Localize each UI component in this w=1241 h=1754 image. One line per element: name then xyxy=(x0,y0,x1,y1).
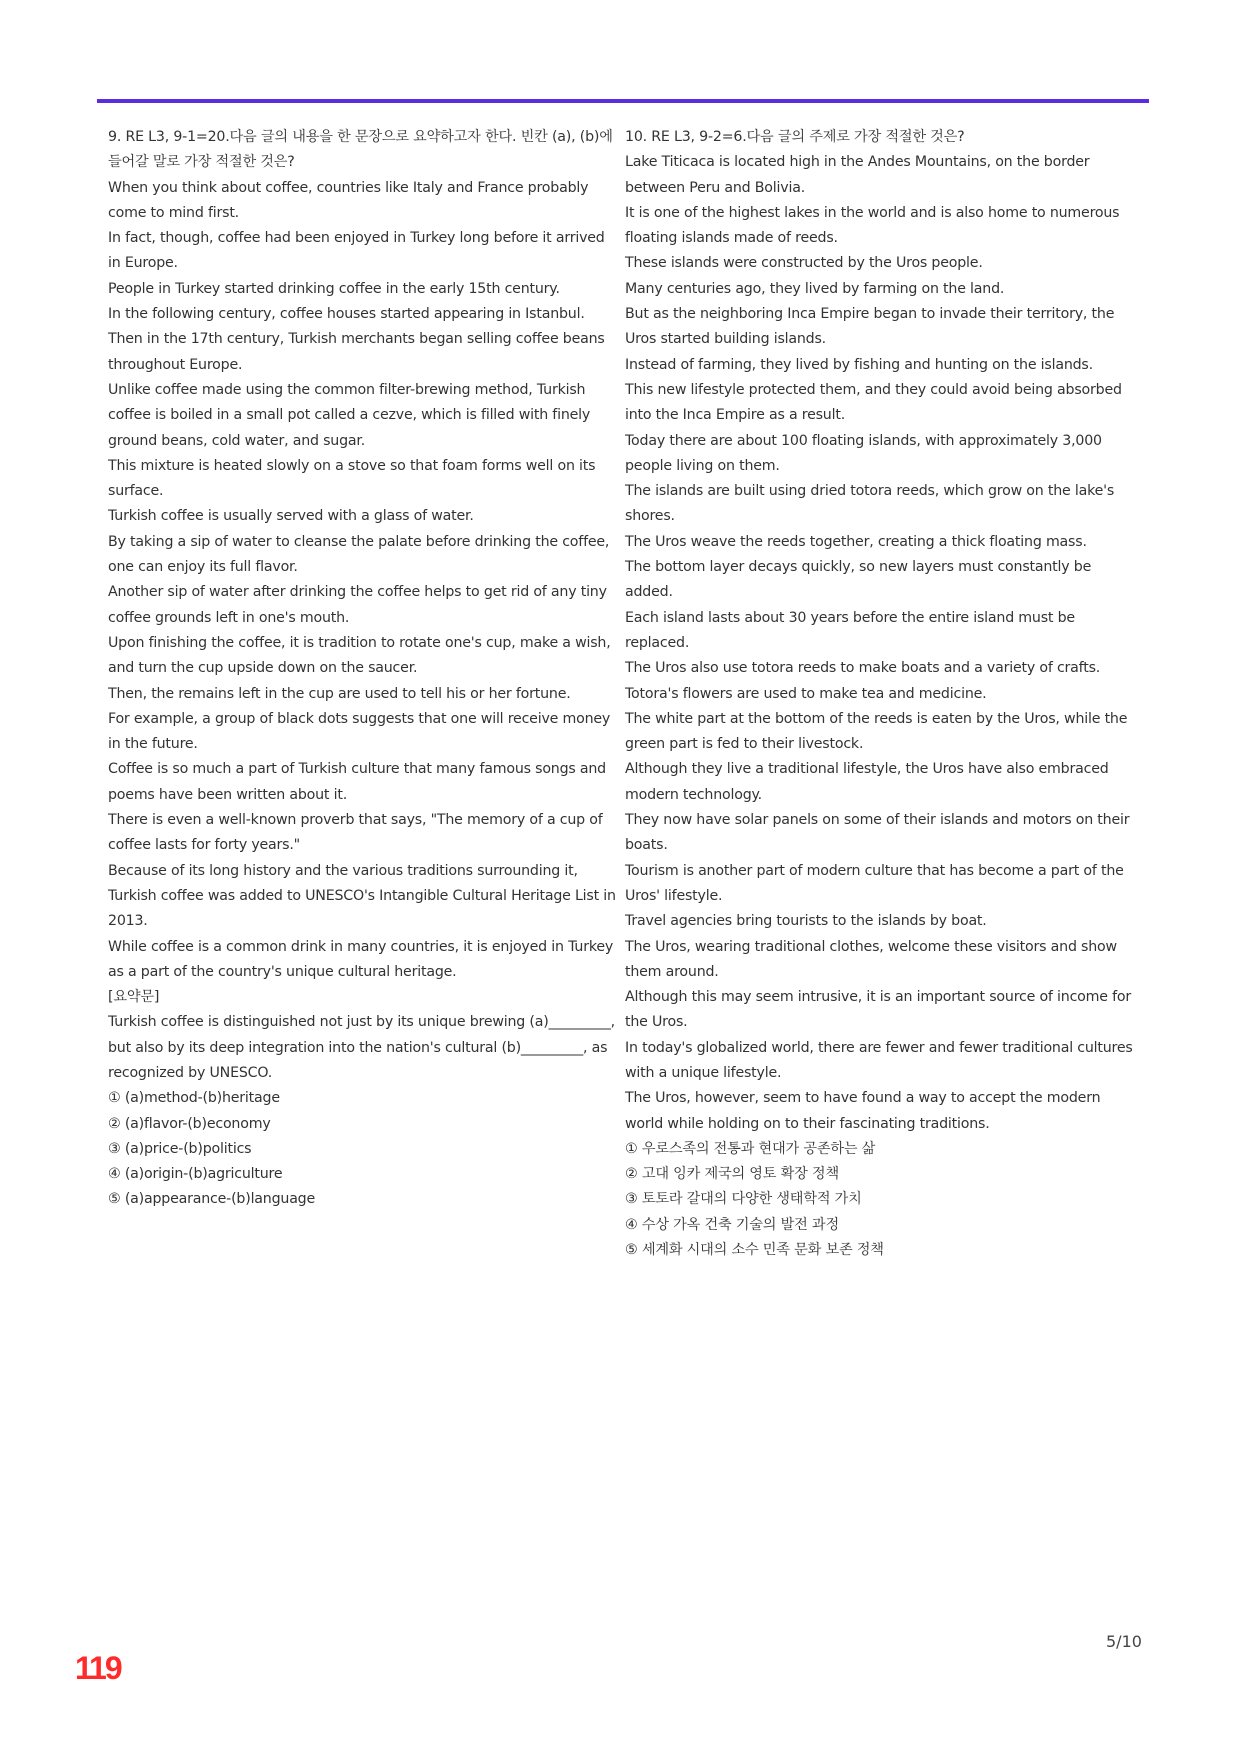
answer-choice: ③ (a)price-(b)politics xyxy=(108,1140,252,1157)
summary-heading: [요약문] xyxy=(108,989,160,1006)
passage-line: Then in the 17th century, Turkish merchants began selling coffee beans throughout Europe. xyxy=(108,331,605,373)
passage-line: For example, a group of black dots suggests that one will receive money in the future. xyxy=(108,710,611,753)
passage-line: Totora's flowers are used to make tea and medicine. xyxy=(625,685,987,702)
passage-line: Tourism is another part of modern culture that has become a part of the Uros' lifestyle. xyxy=(625,862,1124,904)
answer-choice: ⑤ 세계화 시대의 소수 민족 문화 보존 정책 xyxy=(625,1242,884,1259)
passage-line: By taking a sip of water to cleanse the palate before drinking the coffee, one can enjoy its full flavor. xyxy=(108,533,610,576)
page-number: 5/10 xyxy=(1106,1632,1142,1651)
passage-line: In fact, though, coffee had been enjoyed in Turkey long before it arrived in Europe. xyxy=(108,230,605,272)
answer-choice: ③ 토토라 갈대의 다양한 생태학적 가치 xyxy=(625,1191,862,1208)
passage-line: Upon finishing the coffee, it is tradition to rotate one's cup, make a wish, and turn the cup upside down on the saucer. xyxy=(108,634,611,677)
answer-choice: ① (a)method-(b)heritage xyxy=(108,1090,280,1107)
passage-line: The Uros weave the reeds together, creating a thick floating mass. xyxy=(625,533,1087,550)
question-9-column xyxy=(108,125,620,1213)
top-divider xyxy=(97,99,1149,103)
passage-line: This mixture is heated slowly on a stove so that foam forms well on its surface. xyxy=(108,457,596,500)
passage-line: Travel agencies bring tourists to the islands by boat. xyxy=(625,913,987,930)
answer-choice: ④ (a)origin-(b)agriculture xyxy=(108,1166,283,1183)
passage-line: They now have solar panels on some of their islands and motors on their boats. xyxy=(625,812,1130,854)
passage-line: The Uros, however, seem to have found a way to accept the modern world while holding on to their fascinating traditions. xyxy=(625,1090,1101,1132)
answer-choice: ② (a)flavor-(b)economy xyxy=(108,1115,271,1132)
passage-line: The Uros also use totora reeds to make boats and a variety of crafts. xyxy=(625,660,1101,677)
passage-line: The bottom layer decays quickly, so new layers must constantly be added. xyxy=(625,559,1092,601)
passage-line: Many centuries ago, they lived by farming on the land. xyxy=(625,280,1005,297)
passage-line: When you think about coffee, countries like Italy and France probably come to mind first. xyxy=(108,179,589,221)
passage-line: Because of its long history and the various traditions surrounding it, Turkish coffee was added to UNESCO's Intangible Cultural Heritage List in 2013. xyxy=(108,862,616,930)
passage-line: But as the neighboring Inca Empire began to invade their territory, the Uros started building islands. xyxy=(625,306,1115,348)
passage-line: The islands are built using dried totora reeds, which grow on the lake's shores. xyxy=(625,483,1115,525)
passage-line: In the following century, coffee houses started appearing in Istanbul. xyxy=(108,306,585,323)
passage-line: Turkish coffee is usually served with a glass of water. xyxy=(108,508,474,525)
answer-choice: ② 고대 잉카 제국의 영토 확장 정책 xyxy=(625,1166,839,1183)
answer-choice: ① 우로스족의 전통과 현대가 공존하는 삶 xyxy=(625,1140,876,1157)
passage-line: People in Turkey started drinking coffee in the early 15th century. xyxy=(108,280,560,297)
passage-line: Each island lasts about 30 years before the entire island must be replaced. xyxy=(625,609,1075,651)
passage-line: The white part at the bottom of the reeds is eaten by the Uros, while the green part is fed to their livestock. xyxy=(625,710,1128,753)
passage-line: While coffee is a common drink in many countries, it is enjoyed in Turkey as a part of the country's unique cultural heritage. xyxy=(108,938,614,980)
passage-line: Another sip of water after drinking the coffee helps to get rid of any tiny coffee grounds left in one's mouth. xyxy=(108,584,607,626)
question-10-prompt: 10. RE L3, 9-2=6.다음 글의 주제로 가장 적절한 것은? xyxy=(625,129,965,145)
passage-line: Then, the remains left in the cup are used to tell his or her fortune. xyxy=(108,685,571,702)
passage-line: Unlike coffee made using the common filter-brewing method, Turkish coffee is boiled in a small pot called a cezve, which is filled with finely ground beans, cold water, and sugar. xyxy=(108,381,591,449)
answer-choice: ④ 수상 가옥 건축 기술의 발전 과정 xyxy=(625,1216,839,1233)
brand-logo: 119 xyxy=(75,1650,121,1686)
summary-sentence: Turkish coffee is distinguished not just by its unique brewing (a)_________, but also by its deep integration into the nation's cultural (b)_________, as recognized by UNESCO. xyxy=(108,1014,615,1081)
question-9-prompt: 9. RE L3, 9-1=20.다음 글의 내용을 한 문장으로 요약하고자 한다. 빈칸 (a), (b)에 들어갈 말로 가장 적절한 것은? xyxy=(108,129,613,171)
passage-line: Instead of farming, they lived by fishing and hunting on the islands. xyxy=(625,356,1093,373)
passage-line: This new lifestyle protected them, and they could avoid being absorbed into the Inca Empire as a result. xyxy=(625,381,1122,424)
question-10-column xyxy=(625,125,1141,1263)
passage-line: There is even a well-known proverb that says, "The memory of a cup of coffee lasts for forty years." xyxy=(108,812,603,854)
passage-line: Although they live a traditional lifestyle, the Uros have also embraced modern technology. xyxy=(625,761,1109,803)
answer-choice: ⑤ (a)appearance-(b)language xyxy=(108,1191,316,1208)
passage-line: Although this may seem intrusive, it is an important source of income for the Uros. xyxy=(625,989,1132,1031)
passage-line: The Uros, wearing traditional clothes, welcome these visitors and show them around. xyxy=(625,938,1117,980)
passage-line: These islands were constructed by the Uros people. xyxy=(625,255,983,272)
passage-line: In today's globalized world, there are fewer and fewer traditional cultures with a unique lifestyle. xyxy=(625,1039,1133,1081)
passage-line: It is one of the highest lakes in the world and is also home to numerous floating islands made of reeds. xyxy=(625,204,1120,247)
passage-line: Coffee is so much a part of Turkish culture that many famous songs and poems have been written about it. xyxy=(108,761,606,803)
passage-line: Lake Titicaca is located high in the Andes Mountains, on the border between Peru and Bolivia. xyxy=(625,154,1090,196)
passage-line: Today there are about 100 floating islands, with approximately 3,000 people living on them. xyxy=(625,432,1102,474)
